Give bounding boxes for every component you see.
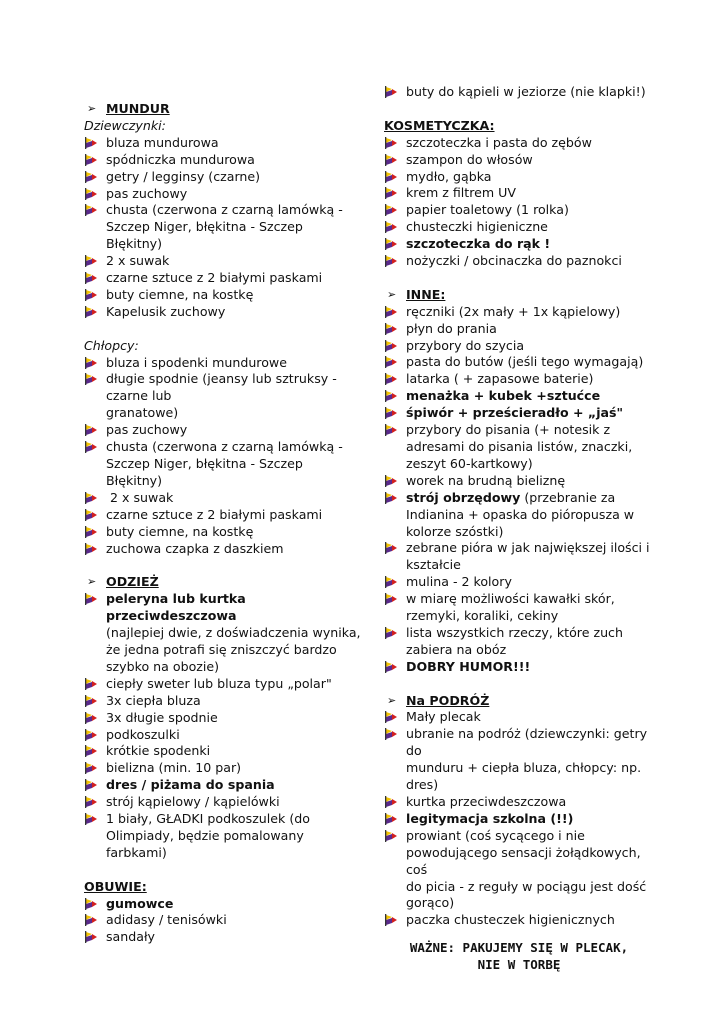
flag-bullet-icon [84, 371, 106, 388]
list-item: papier toaletowy (1 rolka) [384, 202, 654, 219]
list-item: gumowce [84, 896, 364, 913]
list-item-continuation: (najlepiej dwie, z doświadczenia wynika, [106, 625, 361, 641]
arrow-bullet-icon: ➢ [387, 693, 397, 707]
flag-bullet-icon [84, 929, 106, 946]
flag-bullet-icon [384, 405, 406, 422]
section-heading-odziez: ➢ ODZIEŻ [84, 574, 364, 591]
flag-bullet-icon [84, 710, 106, 727]
list-item-continuation: powodującego sensacji żołądkowych, coś [406, 844, 641, 877]
list-item: chusta (czerwona z czarną lamówką - [84, 202, 364, 219]
list-item: czarne sztuce z 2 białymi paskami [84, 270, 364, 287]
flag-bullet-icon [84, 541, 106, 558]
flag-bullet-icon [384, 912, 406, 929]
flag-bullet-icon [384, 304, 406, 321]
right-column [384, 84, 654, 973]
list-item-continuation: zeszyt 60-kartkowy) [406, 455, 533, 471]
flag-bullet-icon [384, 709, 406, 726]
flag-bullet-icon [384, 422, 406, 439]
list-item: szczoteczka do rąk ! [384, 236, 654, 253]
list-item: krem z filtrem UV [384, 185, 654, 202]
list-item: 1 biały, GŁADKI podkoszulek (do [84, 811, 364, 828]
list-item: sandały [84, 929, 364, 946]
section-heading-podroz: ➢ Na PODRÓŻ [384, 693, 654, 710]
list-item: w miarę możliwości kawałki skór, [384, 591, 654, 608]
list-item: prowiant (coś sycącego i nie [384, 828, 654, 845]
flag-bullet-icon [384, 726, 406, 743]
flag-bullet-icon [384, 473, 406, 490]
flag-bullet-icon [84, 287, 106, 304]
flag-bullet-icon [384, 338, 406, 355]
list-item: pasta do butów (jeśli tego wymagają) [384, 354, 654, 371]
list-item: ubranie na podróż (dziewczynki: getry do [384, 726, 654, 760]
list-item-continuation: szybko na obozie) [106, 658, 220, 674]
flag-bullet-icon [84, 355, 106, 372]
list-item-continuation: kształcie [406, 557, 461, 573]
spacer [384, 101, 654, 118]
list-item: strój kąpielowy / kąpielówki [84, 794, 364, 811]
list-item: podkoszulki [84, 727, 364, 744]
list-item: 2 x suwak [84, 490, 364, 507]
list-item: czarne sztuce z 2 białymi paskami [84, 507, 364, 524]
list-item-continuation: Błękitny) [106, 236, 163, 252]
list-item: chusteczki higieniczne [384, 219, 654, 236]
list-item: kurtka przeciwdeszczowa [384, 794, 654, 811]
list-item: bielizna (min. 10 par) [84, 760, 364, 777]
flag-bullet-icon [84, 727, 106, 744]
list-item: krótkie spodenki [84, 743, 364, 760]
list-item: śpiwór + prześcieradło + „jaś" [384, 405, 654, 422]
notice-line-1: WAŻNE: PAKUJEMY SIĘ W PLECAK, [409, 940, 629, 956]
flag-bullet-icon [384, 321, 406, 338]
section-heading-kosmetyczka: KOSMETYCZKA: [384, 117, 495, 133]
list-item: nożyczki / obcinaczka do paznokci [384, 253, 654, 270]
flag-bullet-icon [384, 169, 406, 186]
list-item: pas zuchowy [84, 186, 364, 203]
flag-bullet-icon [384, 828, 406, 845]
flag-bullet-icon [84, 253, 106, 270]
flag-bullet-icon [84, 135, 106, 152]
list-item-continuation: munduru + ciepła bluza, chłopcy: np. dres) [406, 760, 642, 793]
flag-bullet-icon [84, 811, 106, 828]
arrow-bullet-icon: ➢ [87, 575, 97, 589]
list-item: zebrane pióra w jak największej ilości i [384, 540, 654, 557]
flag-bullet-icon [84, 676, 106, 693]
spacer [384, 270, 654, 287]
list-item: 3x długie spodnie [84, 710, 364, 727]
list-item-continuation: do picia - z reguły w pociągu jest dość [406, 878, 647, 894]
spacer [384, 676, 654, 693]
flag-bullet-icon [384, 811, 406, 828]
list-item: Kapelusik zuchowy [84, 304, 364, 321]
flag-bullet-icon [384, 354, 406, 371]
costume-label: strój obrzędowy [406, 489, 521, 505]
girls-label: Dziewczynki: [84, 117, 166, 133]
list-item-continuation: kolorze szóstki) [406, 523, 504, 539]
list-item: latarka ( + zapasowe baterie) [384, 371, 654, 388]
list-item: pas zuchowy [84, 422, 364, 439]
flag-bullet-icon [84, 202, 106, 219]
flag-bullet-icon [84, 186, 106, 203]
flag-bullet-icon [84, 507, 106, 524]
flag-bullet-icon [84, 422, 106, 439]
list-item: przybory do pisania (+ notesik z [384, 422, 654, 439]
list-item: szczoteczka i pasta do zębów [384, 135, 654, 152]
list-item-continuation: Szczep Niger, błękitna - Szczep [106, 456, 303, 472]
list-item: paczka chusteczek higienicznych [384, 912, 654, 929]
flag-bullet-icon [84, 439, 106, 456]
flag-bullet-icon [84, 169, 106, 186]
flag-bullet-icon [384, 236, 406, 253]
list-item-continuation: adresami do pisania listów, znaczki, [406, 439, 633, 454]
flag-bullet-icon [84, 270, 106, 287]
list-item: legitymacja szkolna (!!) [384, 811, 654, 828]
flag-bullet-icon [384, 490, 406, 507]
section-heading-obuwie: OBUWIE: [84, 878, 147, 894]
list-item-continuation: rzemyki, koraliki, cekiny [406, 608, 559, 624]
list-item-continuation: Błękitny) [106, 472, 163, 488]
flag-bullet-icon [384, 253, 406, 270]
list-item-continuation: gorąco) [406, 895, 455, 911]
list-item: przybory do szycia [384, 338, 654, 355]
list-item: mydło, gąbka [384, 169, 654, 186]
left-column [84, 101, 364, 946]
arrow-bullet-icon: ➢ [387, 287, 397, 301]
flag-bullet-icon [384, 625, 406, 642]
spacer [84, 321, 364, 338]
list-item: bluza mundurowa [84, 135, 364, 152]
list-item: adidasy / tenisówki [84, 912, 364, 929]
list-item: buty ciemne, na kostkę [84, 524, 364, 541]
flag-bullet-icon [84, 896, 106, 913]
flag-bullet-icon [384, 540, 406, 557]
list-item-continuation: czarne lub [106, 388, 172, 404]
flag-bullet-icon [84, 693, 106, 710]
flag-bullet-icon [384, 388, 406, 405]
list-item: lista wszystkich rzeczy, które zuch [384, 625, 654, 642]
list-item-continuation: że jedna potrafi się zniszczyć bardzo [106, 641, 337, 657]
list-item: spódniczka mundurowa [84, 152, 364, 169]
list-item: mulina - 2 kolory [384, 574, 654, 591]
list-item: 2 x suwak [84, 253, 364, 270]
list-item: chusta (czerwona z czarną lamówką - [84, 439, 364, 456]
flag-bullet-icon [84, 760, 106, 777]
list-item-continuation: Olimpiady, będzie pomalowany farbkami) [106, 827, 304, 860]
section-heading-mundur: ➢ MUNDUR [84, 101, 364, 118]
flag-bullet-icon [384, 84, 406, 101]
flag-bullet-icon [84, 524, 106, 541]
flag-bullet-icon [84, 794, 106, 811]
flag-bullet-icon [84, 777, 106, 794]
list-item: buty ciemne, na kostkę [84, 287, 364, 304]
list-item: dres / piżama do spania [84, 777, 364, 794]
list-item: długie spodnie (jeansy lub sztruksy - [84, 371, 364, 388]
flag-bullet-icon [384, 135, 406, 152]
flag-bullet-icon [84, 912, 106, 929]
packing-notice [384, 939, 654, 973]
list-item [384, 490, 654, 507]
flag-bullet-icon [384, 185, 406, 202]
flag-bullet-icon [384, 202, 406, 219]
list-item: ręczniki (2x mały + 1x kąpielowy) [384, 304, 654, 321]
list-item-continuation: granatowe) [106, 405, 179, 421]
spacer [84, 862, 364, 879]
spacer [84, 557, 364, 574]
flag-bullet-icon [384, 794, 406, 811]
list-item: bluza i spodenki mundurowe [84, 355, 364, 372]
list-item: getry / legginsy (czarne) [84, 169, 364, 186]
section-heading-inne: ➢ INNE: [384, 287, 654, 304]
list-item: menażka + kubek +sztućce [384, 388, 654, 405]
boys-label: Chłopcy: [84, 337, 139, 353]
flag-bullet-icon [84, 591, 106, 608]
notice-line-2: NIE W TORBĘ [477, 957, 561, 973]
list-item: ciepły sweter lub bluza typu „polar" [84, 676, 364, 693]
arrow-bullet-icon: ➢ [87, 102, 97, 115]
flag-bullet-icon [384, 152, 406, 169]
flag-bullet-icon [384, 574, 406, 591]
list-item: płyn do prania [384, 321, 654, 338]
costume-note: (przebranie za [520, 489, 616, 505]
list-item: 3x ciepła bluza [84, 693, 364, 710]
list-item-continuation: Szczep Niger, błękitna - Szczep [106, 219, 303, 235]
flag-bullet-icon [84, 152, 106, 169]
list-item: worek na brudną bieliznę [384, 473, 654, 490]
flag-bullet-icon [84, 743, 106, 760]
flag-bullet-icon [84, 490, 106, 507]
list-item: Mały plecak [384, 709, 654, 726]
list-item: peleryna lub kurtka przeciwdeszczowa [84, 591, 364, 625]
list-item: zuchowa czapka z daszkiem [84, 541, 364, 558]
list-item-continuation: zabiera na obóz [406, 641, 507, 657]
list-item: buty do kąpieli w jeziorze (nie klapki!) [384, 84, 654, 101]
flag-bullet-icon [84, 304, 106, 321]
list-item-continuation: Indianina + opaska do pióropusza w [406, 506, 635, 522]
flag-bullet-icon [384, 219, 406, 236]
list-item: DOBRY HUMOR!!! [384, 659, 654, 676]
flag-bullet-icon [384, 659, 406, 676]
flag-bullet-icon [384, 371, 406, 388]
list-item: szampon do włosów [384, 152, 654, 169]
flag-bullet-icon [384, 591, 406, 608]
